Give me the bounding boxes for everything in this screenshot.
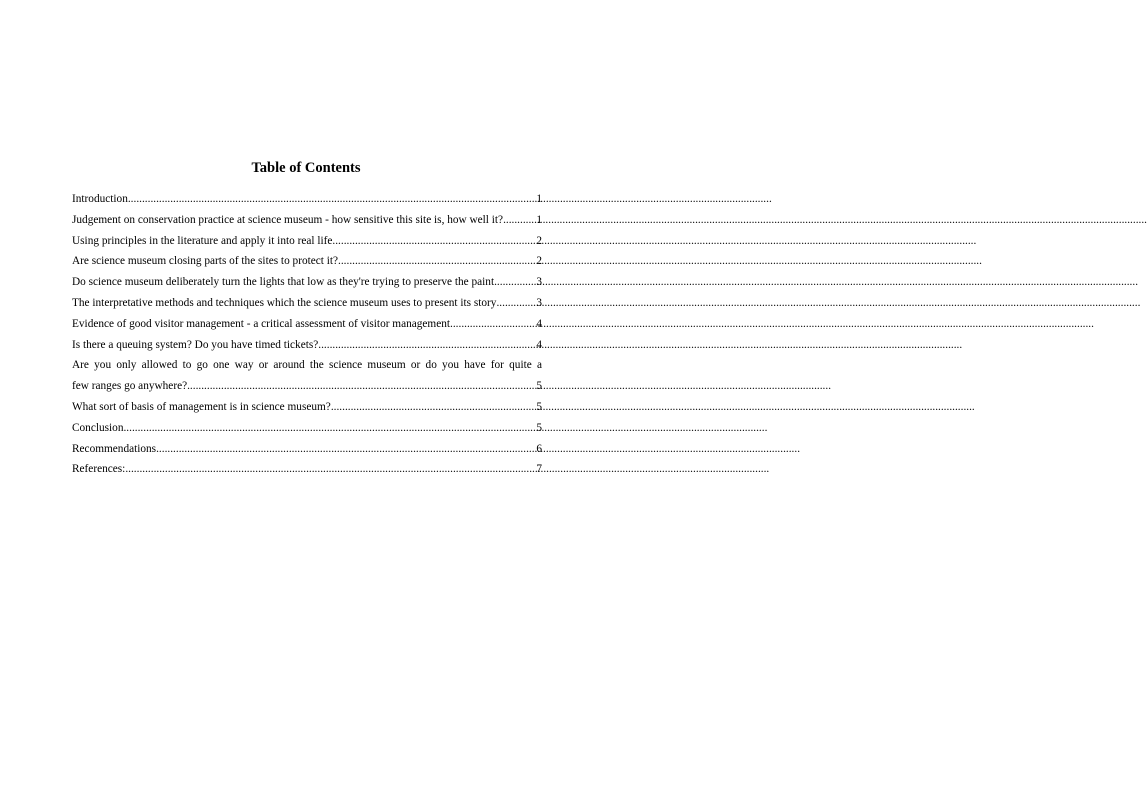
toc-leader-dots: [496, 293, 536, 314]
toc-entry-one-way-line-2[interactable]: [72, 376, 542, 397]
toc-page-number: 1: [536, 213, 542, 226]
toc-entry-judgement-on-conservation[interactable]: [72, 210, 542, 231]
toc-leader-dots: [331, 397, 537, 418]
toc-leader-dots: [318, 335, 536, 356]
toc-page-number: 4: [536, 317, 542, 330]
toc-page-number: 5: [536, 421, 542, 434]
toc-leader-dots: [123, 418, 536, 439]
toc-leader-dots: [338, 251, 536, 272]
toc-entry-text: Conclusion: [72, 421, 124, 434]
toc-entry-closing-parts[interactable]: [72, 251, 542, 272]
toc-leader-dots: [156, 439, 536, 460]
toc-page-number: 5: [536, 380, 542, 393]
toc-entry-text: Do science museum deliberately turn the lights that low as they're trying to preserve the paint: [72, 276, 495, 289]
toc-leader-dots: [187, 376, 536, 397]
toc-page-number: 3: [536, 296, 542, 309]
toc-entry-text: Are science museum closing parts of the sites to protect it?: [72, 255, 339, 268]
toc-entry-text: References:: [72, 463, 126, 476]
toc-page-number: 1: [536, 193, 542, 205]
toc-entry-text: Are you only allowed to go one way or around the science museum or do you have for quite a: [72, 359, 542, 372]
toc-entry-references[interactable]: [72, 459, 542, 480]
toc-entry-lights-low[interactable]: [72, 272, 542, 293]
toc-page-number: 4: [536, 338, 542, 351]
toc-page-number: 2: [536, 255, 542, 268]
toc-entry-text: Judgement on conservation practice at science museum - how sensitive this site is, how well it?: [72, 213, 504, 226]
toc-entry-text: The interpretative methods and techniques which the science museum uses to present its story: [72, 296, 497, 309]
toc-page-number: 3: [536, 276, 542, 289]
toc-entry-basis-of-management[interactable]: [72, 397, 542, 418]
toc-entry-recommendations[interactable]: [72, 439, 542, 460]
toc-entry-visitor-management[interactable]: [72, 314, 542, 335]
toc-entry-text: Is there a queuing system? Do you have timed tickets?: [72, 338, 319, 351]
toc-page-number: 6: [536, 442, 542, 455]
toc-leader-dots: [503, 210, 536, 231]
toc-entry-text: Evidence of good visitor management - a critical assessment of visitor management: [72, 317, 451, 330]
toc-leader-dots: [494, 272, 536, 293]
toc-leader-dots: [332, 231, 536, 252]
toc-entry-text: few ranges go anywhere?: [72, 380, 188, 393]
toc-title: Table of Contents: [251, 160, 361, 176]
toc-entry-interpretative-methods[interactable]: [72, 293, 542, 314]
toc-entry-queuing-system[interactable]: [72, 335, 542, 356]
toc-entry-text: Using principles in the literature and apply it into real life: [72, 234, 333, 247]
toc-entry-introduction[interactable]: [72, 189, 542, 210]
toc-entry-conclusion[interactable]: [72, 418, 542, 439]
toc-leader-dots: [450, 314, 536, 335]
table-of-contents: [72, 189, 542, 480]
toc-entry-using-principles[interactable]: [72, 231, 542, 252]
toc-page-number: 5: [536, 400, 542, 413]
toc-page-number: 2: [536, 234, 542, 247]
toc-entry-text: Introduction: [72, 193, 128, 205]
toc-entry-text: What sort of basis of management is in science museum?: [72, 400, 331, 413]
toc-entry-one-way-line-1[interactable]: [72, 355, 542, 376]
toc-leader-dots: [128, 189, 536, 210]
toc-entry-text: Recommendations: [72, 442, 157, 455]
toc-page-number: 7: [536, 463, 542, 476]
toc-leader-dots: [125, 459, 536, 480]
